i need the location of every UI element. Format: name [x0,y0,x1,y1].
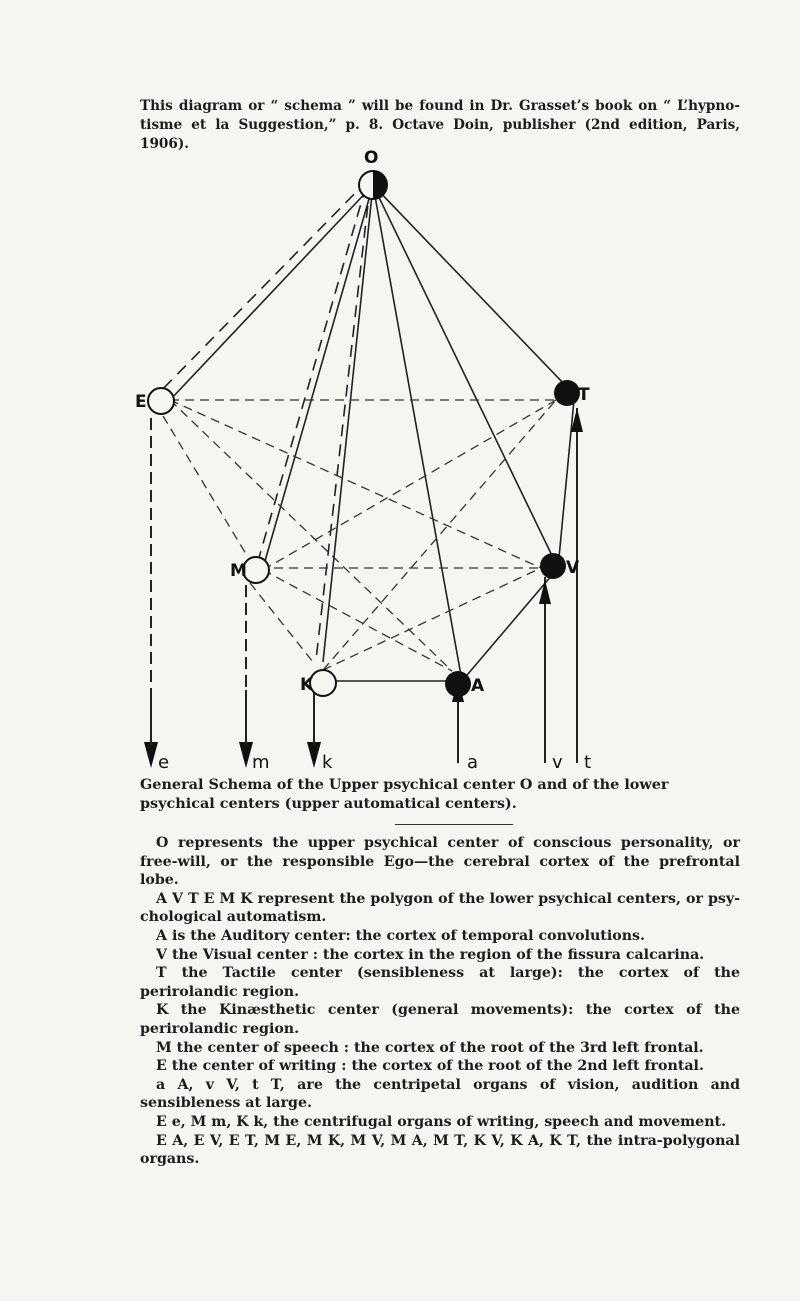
centrifugal-organs [151,418,246,690]
arrow-k-down [307,742,321,768]
arrow-e-down [144,742,158,768]
lower-stems [151,688,314,745]
legend-paragraph: M the center of speech : the cortex of the root of the 3rd left frontal. [156,1039,704,1056]
figure-caption: General Schema of the Upper psychical center O and of the lower psychical centers (upper automatical centers). [140,776,669,812]
legend-paragraph: E A, E V, E T, M E, M K, M V, M A, M T, K V, K A, K T, the intra-polygonal organs. [140,1132,740,1168]
polygon-edges [331,400,574,681]
node-e [148,388,174,414]
label-k: K [300,675,314,695]
dash-o-m [256,186,366,568]
legend-paragraph: a A, v V, t T, are the centripetal organs of vision, audition and sensibleness at large. [140,1076,740,1112]
label-k-lower: k [322,752,333,773]
label-e: E [135,392,147,412]
organ-m-e [163,416,246,554]
organ-k-v [323,568,541,670]
label-o: O [364,148,379,168]
node-o-half [373,171,387,199]
organ-e-a [170,400,452,671]
label-a-lower: a [467,752,479,773]
legend-paragraph: T the Tactile center (sensibleness at large): the cortex of the perirolandic region. [140,965,740,1000]
schema-diagram [0,140,800,780]
label-m: M [230,561,247,581]
node-t [554,380,580,406]
node-v [540,553,566,579]
label-m-lower: m [252,752,270,773]
line-o-v [373,185,558,568]
legend-text [140,834,740,1169]
organ-e-v [170,400,541,568]
label-t: T [578,385,590,405]
legend-paragraph: E the center of writing : the cortex of the root of the 2nd left frontal. [156,1058,704,1075]
legend-paragraph: O represents the upper psychical center of conscious personality, or free-will, or the responsible Ego—the cerebral cortex of the prefrontal lobe. [140,835,740,889]
arrow-v-up [539,580,551,604]
legend-paragraph: V the Visual center : the cortex in the region of the fissura calcarina. [156,946,705,963]
organ-m-t [263,400,556,570]
o-solid-lines [170,185,566,681]
node-k [310,670,336,696]
legend-paragraph: A is the Auditory center: the cortex of temporal convolutions. [156,927,645,944]
arrowheads [144,408,583,768]
legend-paragraph: E e, M m, K k, the centrifugal organs of writing, speech and movement. [156,1113,727,1130]
label-e-lower: e [158,752,170,773]
section-divider [395,824,513,825]
dash-o-k [316,186,370,660]
line-o-t [373,185,566,386]
edge-a-v [462,568,558,681]
edge-v-t [558,400,574,568]
organ-m-k [250,583,313,662]
intro-note: This diagram or “ schema ” will be found in Dr. Grasset’s book on “ L’hypno-tisme et la Suggestion,” p. 8. Octave Doin, publisher (2nd edition, Paris, 1906). [140,98,740,152]
legend-paragraph: A V T E M K represent the polygon of the lower psychical centers, or psy-chological automatism. [140,890,740,926]
o-dashed-lines [152,180,377,660]
node-a [445,671,471,697]
arrow-m-down [239,742,253,768]
label-v-lower: v [552,752,563,773]
label-t-lower: t [584,752,592,773]
organ-k-t [323,400,556,670]
label-v: V [566,558,580,578]
label-a: A [471,676,485,696]
line-o-k [323,185,373,662]
legend-paragraph: K the Kinæsthetic center (general movements): the cortex of the perirolandic region. [140,1002,740,1037]
line-o-a [373,185,462,681]
organ-m-a [263,570,452,671]
